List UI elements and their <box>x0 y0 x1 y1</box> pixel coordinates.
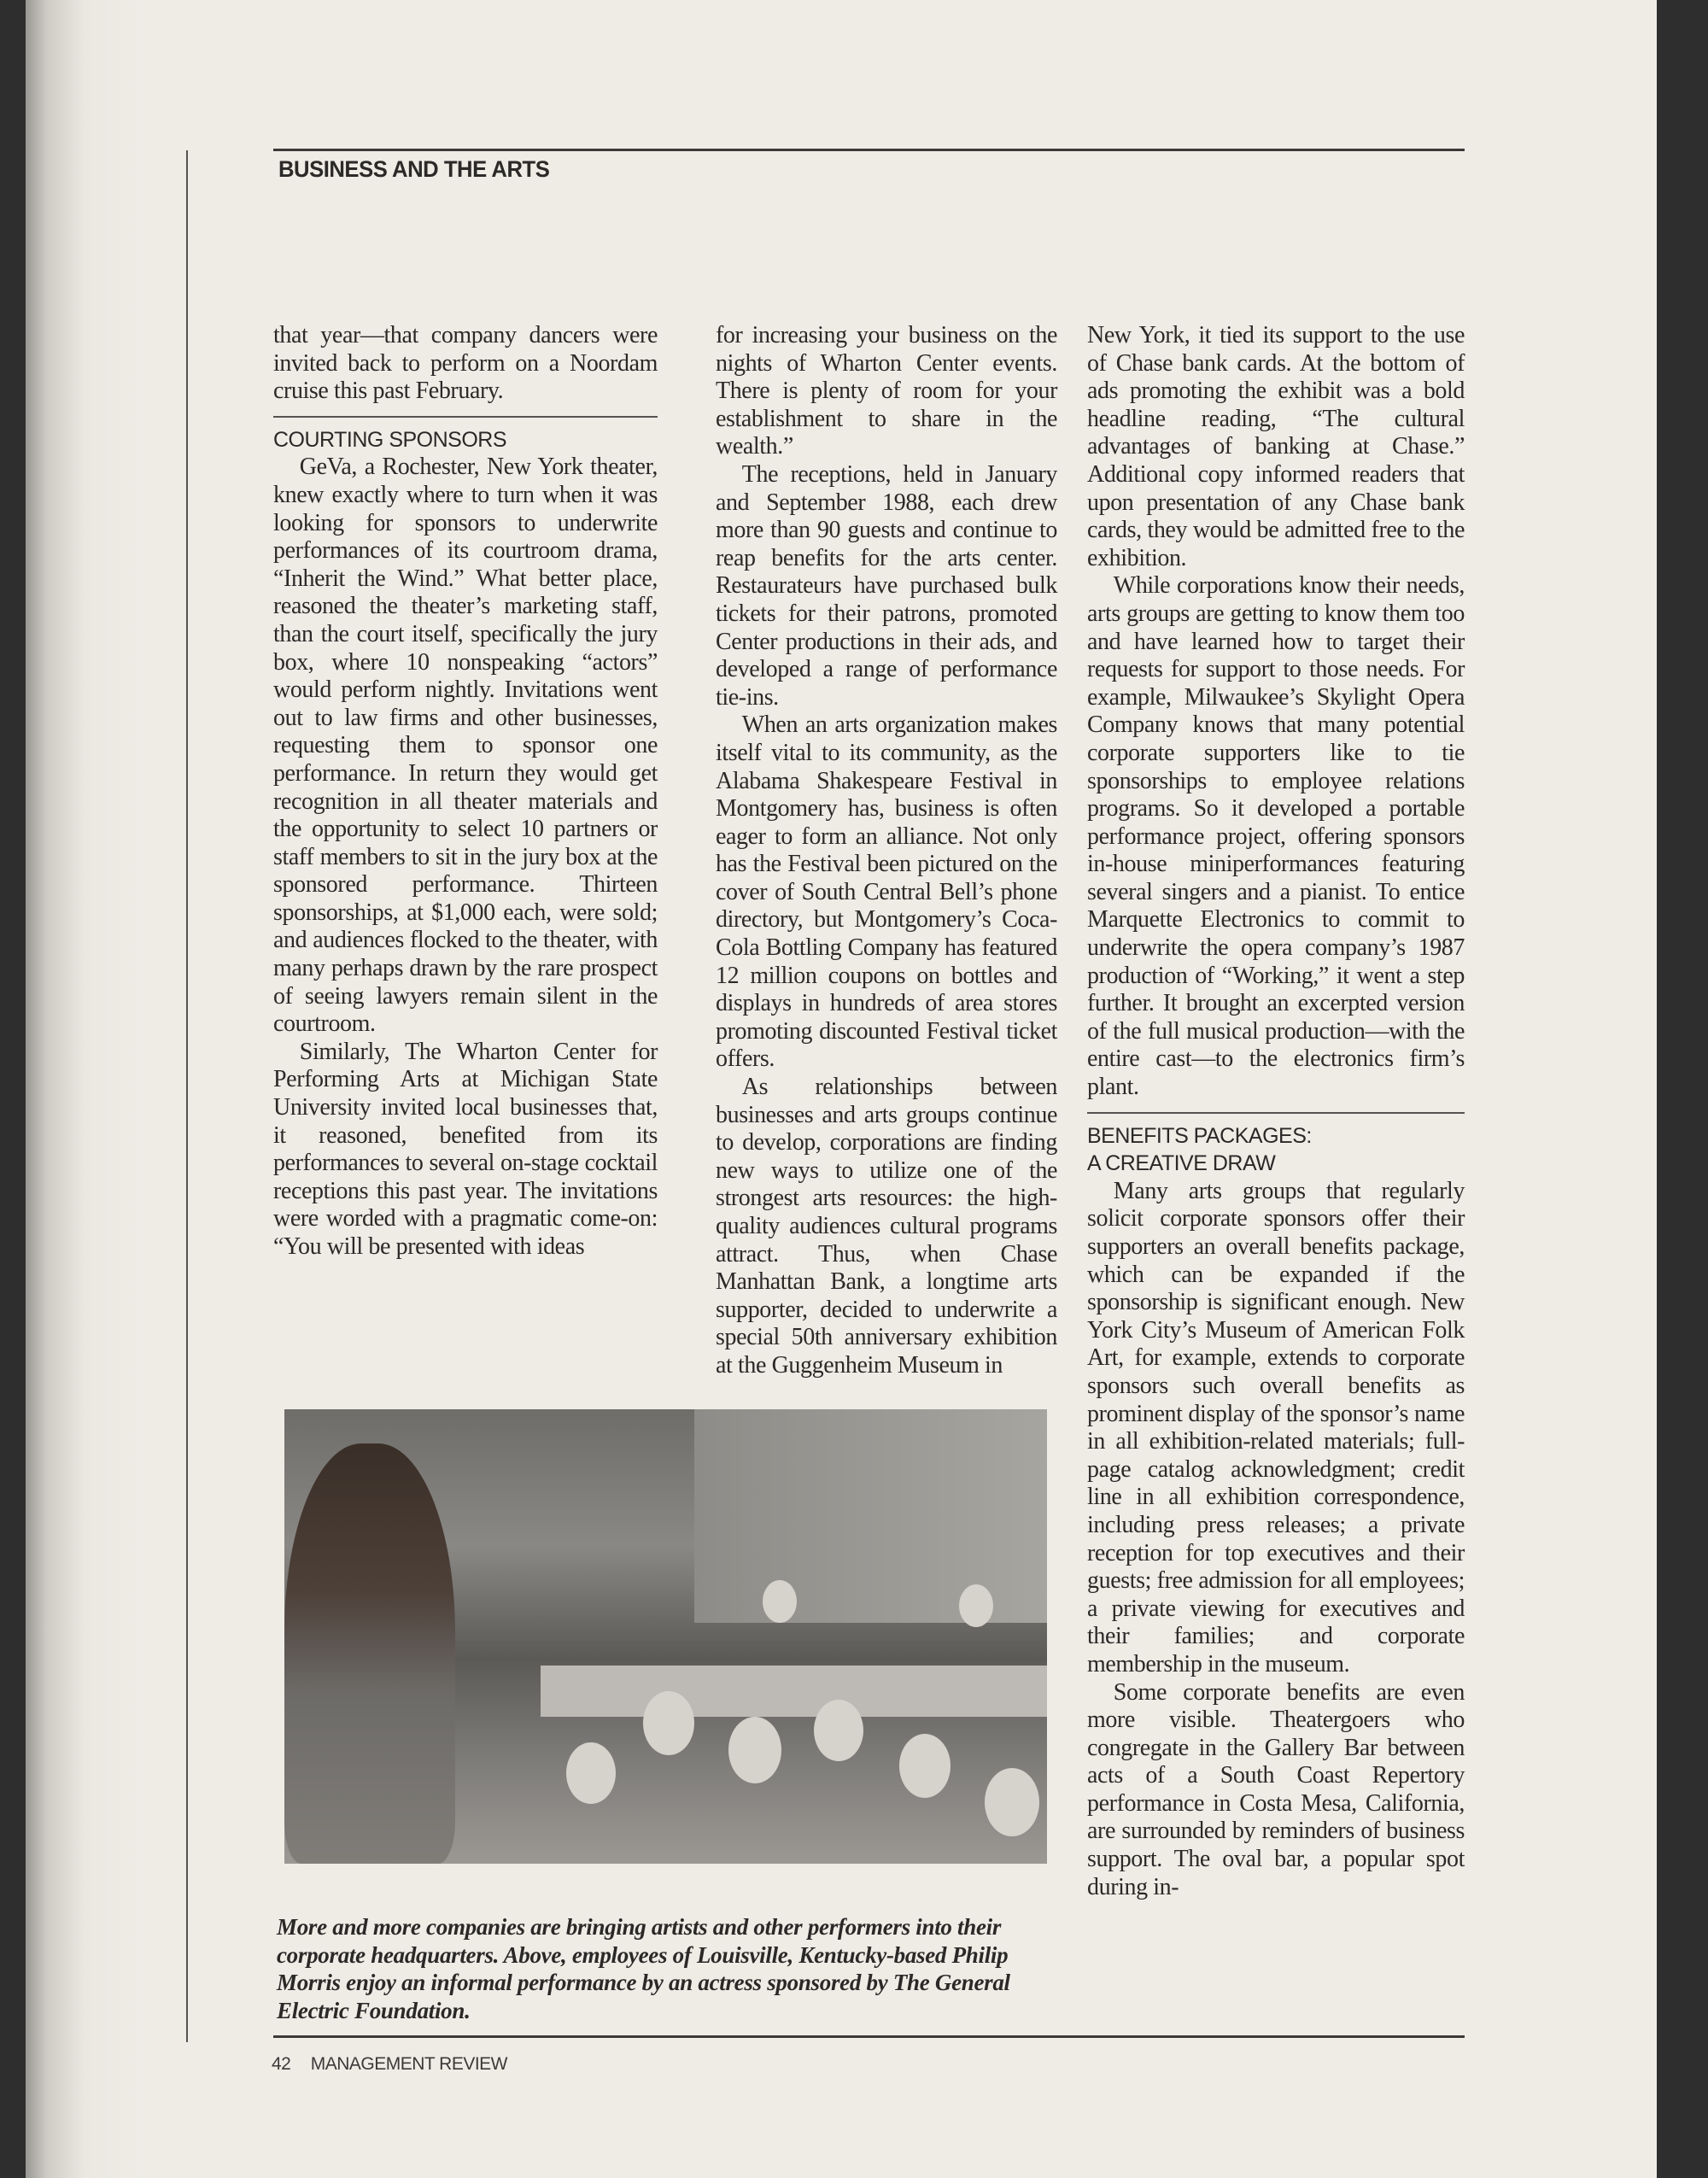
paragraph: Some corporate benefits are even more visible. Theatergoers who congregate in the Gallery Bar between acts of a South Coast Repertory performance in Costa Mesa, California, are surrounded by reminders of business support. The oval bar, a popular spot during in- <box>1087 1678 1465 1900</box>
publication-name: MANAGEMENT REVIEW <box>310 2054 508 2074</box>
paragraph: Similarly, The Wharton Center for Performing Arts at Michigan State University invited local businesses that, it reasoned, benefited from its performances to several on-stage cocktail receptions this past year. The invitations were worded with a pragmatic come-on: “You will be presented with ideas <box>273 1038 658 1260</box>
photo-audience-face <box>814 1700 863 1761</box>
photo-audience-face <box>899 1734 951 1798</box>
section-divider <box>1087 1112 1465 1114</box>
paragraph: GeVa, a Rochester, New York theater, knew exactly where to turn when it was looking for sponsors to underwrite performances of its courtroom drama, “Inherit the Wind.” What better place, reasoned the theater’s marketing staff, than the court itself, specifically the jury box, where 10 nonspeaking “actors” would perform nightly. Invitations went out to law firms and other businesses, requesting them to sponsor one performance. In return they would get recognition in all theater materials and the opportunity to select 10 partners or staff members to sit in the jury box at the sponsored performance. Thirteen sponsorships, at $1,000 each, were sold; and audiences flocked to the theater, with many perhaps drawn by the rare prospect of seeing lawyers remain silent in the courtroom. <box>273 454 658 1038</box>
paragraph: New York, it tied its support to the use of Chase bank cards. At the bottom of ads promoting the exhibit was a bold headline reading, “The cultural advantages of banking at Chase.” Additional copy informed readers that upon presentation of any Chase bank cards, they would be admitted free to the exhibition. <box>1087 322 1465 571</box>
paragraph: While corporations know their needs, arts groups are getting to know them too and have learned how to target their requests for support to those needs. For example, Milwaukee’s Skylight Opera Company knows that many potential corporate supporters like to tie sponsorships to employee relations programs. So it developed a portable performance project, offering sponsors in-house miniperformances featuring several singers and a pianist. To entice Marquette Electronics to commit to underwrite the opera company’s 1987 production of “Working,” it went a step further. It brought an excerpted version of the full musical production—with the entire cast—to the electronics firm’s plant. <box>1087 572 1465 1101</box>
page-footer <box>272 2054 523 2075</box>
subhead: COURTING SPONSORS <box>273 427 507 452</box>
margin-rule <box>186 150 188 2042</box>
subhead: BENEFITS PACKAGES: <box>1087 1123 1312 1148</box>
paragraph: As relationships between businesses and arts groups continue to develop, corporations are finding new ways to utilize one of the strongest arts resources: the high-quality audiences cultural programs attract. Thus, when Chase Manhattan Bank, a longtime arts supporter, decided to underwrite a special 50th anniversary exhibition at the Guggenheim Museum in <box>716 1074 1057 1379</box>
photo-audience-face <box>959 1584 993 1627</box>
article-photo <box>284 1409 1047 1864</box>
paragraph: Many arts groups that regularly solicit corporate sponsors offer their supporters an overall benefits package, which can be expanded if the sponsorship is significant enough. New York City’s Museum of American Folk Art, for example, extends to corporate sponsors such overall benefits as prominent display of the sponsor’s name in all exhibition-related materials; full-page catalog acknowledgment; credit line in all exhibition correspondence, including press releases; a private reception for top executives and their guests; free admission for all employees; a private viewing for executives and their families; and corporate membership in the museum. <box>1087 1177 1465 1677</box>
subhead: A CREATIVE DRAW <box>1087 1151 1276 1176</box>
photo-audience-face <box>985 1768 1039 1836</box>
paragraph: When an arts organization makes itself vital to its community, as the Alabama Shakespeare Festival in Montgomery has, business is often eager to form an alliance. Not only has the Festival been pictured on the cover of South Central Bell’s phone directory, but Montgomery’s Coca-Cola Bottling Company has featured 12 million coupons on bottles and displays in hundreds of area stores promoting discounted Festival ticket offers. <box>716 711 1057 1073</box>
article-column-1 <box>273 322 658 1262</box>
article-column-2 <box>716 322 1057 1380</box>
paragraph: The receptions, held in January and September 1988, each drew more than 90 guests and continue to reap benefits for the arts center. Restaurateurs have purchased bulk tickets for their patrons, promoted Center productions in their ads, and developed a range of performance tie-ins. <box>716 460 1057 711</box>
article-column-3 <box>1087 322 1465 1901</box>
magazine-page <box>26 0 1657 2178</box>
photo-audience-face <box>566 1742 616 1804</box>
paragraph: for increasing your business on the nights of Wharton Center events. There is plenty of room for your establishment to share in the wealth.” <box>716 322 1057 460</box>
photo-wall <box>694 1409 1047 1623</box>
photo-caption: More and more companies are bringing artists and other performers into their corporate headquarters. Above, employees of Louisville, Kentucky-based Philip Morris enjoy an informal performance by an actress sponsored by The General Electric Foundation. <box>277 1914 1010 2023</box>
photo-audience-face <box>728 1717 781 1783</box>
photo-balcony-rail <box>541 1666 1047 1717</box>
page-number: 42 <box>272 2054 291 2074</box>
section-divider <box>273 416 658 418</box>
paragraph: that year—that company dancers were invited back to perform on a Noordam cruise this past February. <box>273 322 658 405</box>
footer-rule <box>273 2035 1465 2038</box>
photo-audience-face <box>763 1580 797 1623</box>
header-rule <box>273 149 1465 151</box>
section-title: BUSINESS AND THE ARTS <box>278 156 550 182</box>
photo-actress <box>284 1443 455 1864</box>
photo-audience-face <box>643 1691 694 1755</box>
